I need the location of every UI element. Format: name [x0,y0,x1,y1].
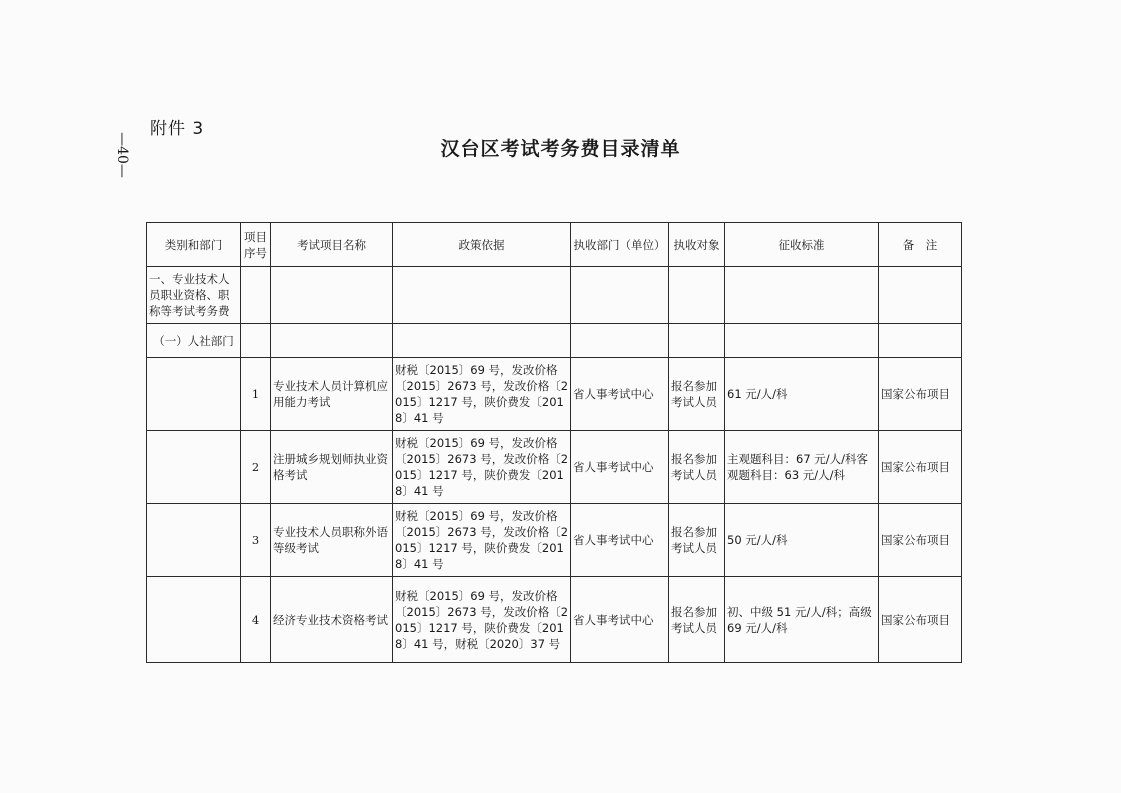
row-name: 注册城乡规划师执业资格考试 [271,431,393,504]
row-dept: 省人事考试中心 [571,431,669,504]
subcategory-row [147,324,962,358]
row-policy: 财税〔2015〕69 号，发改价格〔2015〕2673 号，发改价格〔2015〕1217 号，陕价费发〔2018〕41 号 [393,431,571,504]
row-target: 报名参加考试人员 [669,504,725,577]
table-row [147,358,962,431]
row-dept: 省人事考试中心 [571,577,669,663]
document-title: 汉台区考试考务费目录清单 [440,138,681,160]
header-remark: 备 注 [879,223,962,267]
row-dept: 省人事考试中心 [571,504,669,577]
table-row [147,577,962,663]
fee-catalog-table [146,222,962,663]
table-row [147,431,962,504]
row-target: 报名参加考试人员 [669,431,725,504]
header-dept: 执收部门（单位） [571,223,669,267]
row-dept: 省人事考试中心 [571,358,669,431]
header-category: 类别和部门 [147,223,241,267]
row-seq: 3 [241,504,271,577]
row-target: 报名参加考试人员 [669,577,725,663]
row-remark: 国家公布项目 [879,431,962,504]
row-standard: 主观题科目：67 元/人/科客观题科目：63 元/人/科 [725,431,879,504]
row-policy: 财税〔2015〕69 号，发改价格〔2015〕2673 号，发改价格〔2015〕1217 号，陕价费发〔2018〕41 号，财税〔2020〕37 号 [393,577,571,663]
row-name: 专业技术人员计算机应用能力考试 [271,358,393,431]
row-policy: 财税〔2015〕69 号，发改价格〔2015〕2673 号，发改价格〔2015〕1217 号，陕价费发〔2018〕41 号 [393,504,571,577]
table-row [147,504,962,577]
row-name: 专业技术人员职称外语等级考试 [271,504,393,577]
header-policy: 政策依据 [393,223,571,267]
category-row [147,267,962,324]
row-name: 经济专业技术资格考试 [271,577,393,663]
table-header-row [147,223,962,267]
page-number: —40— [114,132,130,178]
row-policy: 财税〔2015〕69 号，发改价格〔2015〕2673 号，发改价格〔2015〕1217 号，陕价费发〔2018〕41 号 [393,358,571,431]
row-seq: 4 [241,577,271,663]
row-standard: 61 元/人/科 [725,358,879,431]
subcategory-cell: （一）人社部门 [147,324,241,358]
header-seq: 项目序号 [241,223,271,267]
row-target: 报名参加考试人员 [669,358,725,431]
attachment-label: 附件 3 [150,119,205,139]
row-remark: 国家公布项目 [879,358,962,431]
row-seq: 2 [241,431,271,504]
row-remark: 国家公布项目 [879,504,962,577]
header-standard: 征收标准 [725,223,879,267]
row-seq: 1 [241,358,271,431]
row-standard: 50 元/人/科 [725,504,879,577]
row-standard: 初、中级 51 元/人/科；高级 69 元/人/科 [725,577,879,663]
header-target: 执收对象 [669,223,725,267]
category-cell: 一、专业技术人员职业资格、职称等考试考务费 [147,267,241,324]
row-remark: 国家公布项目 [879,577,962,663]
header-name: 考试项目名称 [271,223,393,267]
